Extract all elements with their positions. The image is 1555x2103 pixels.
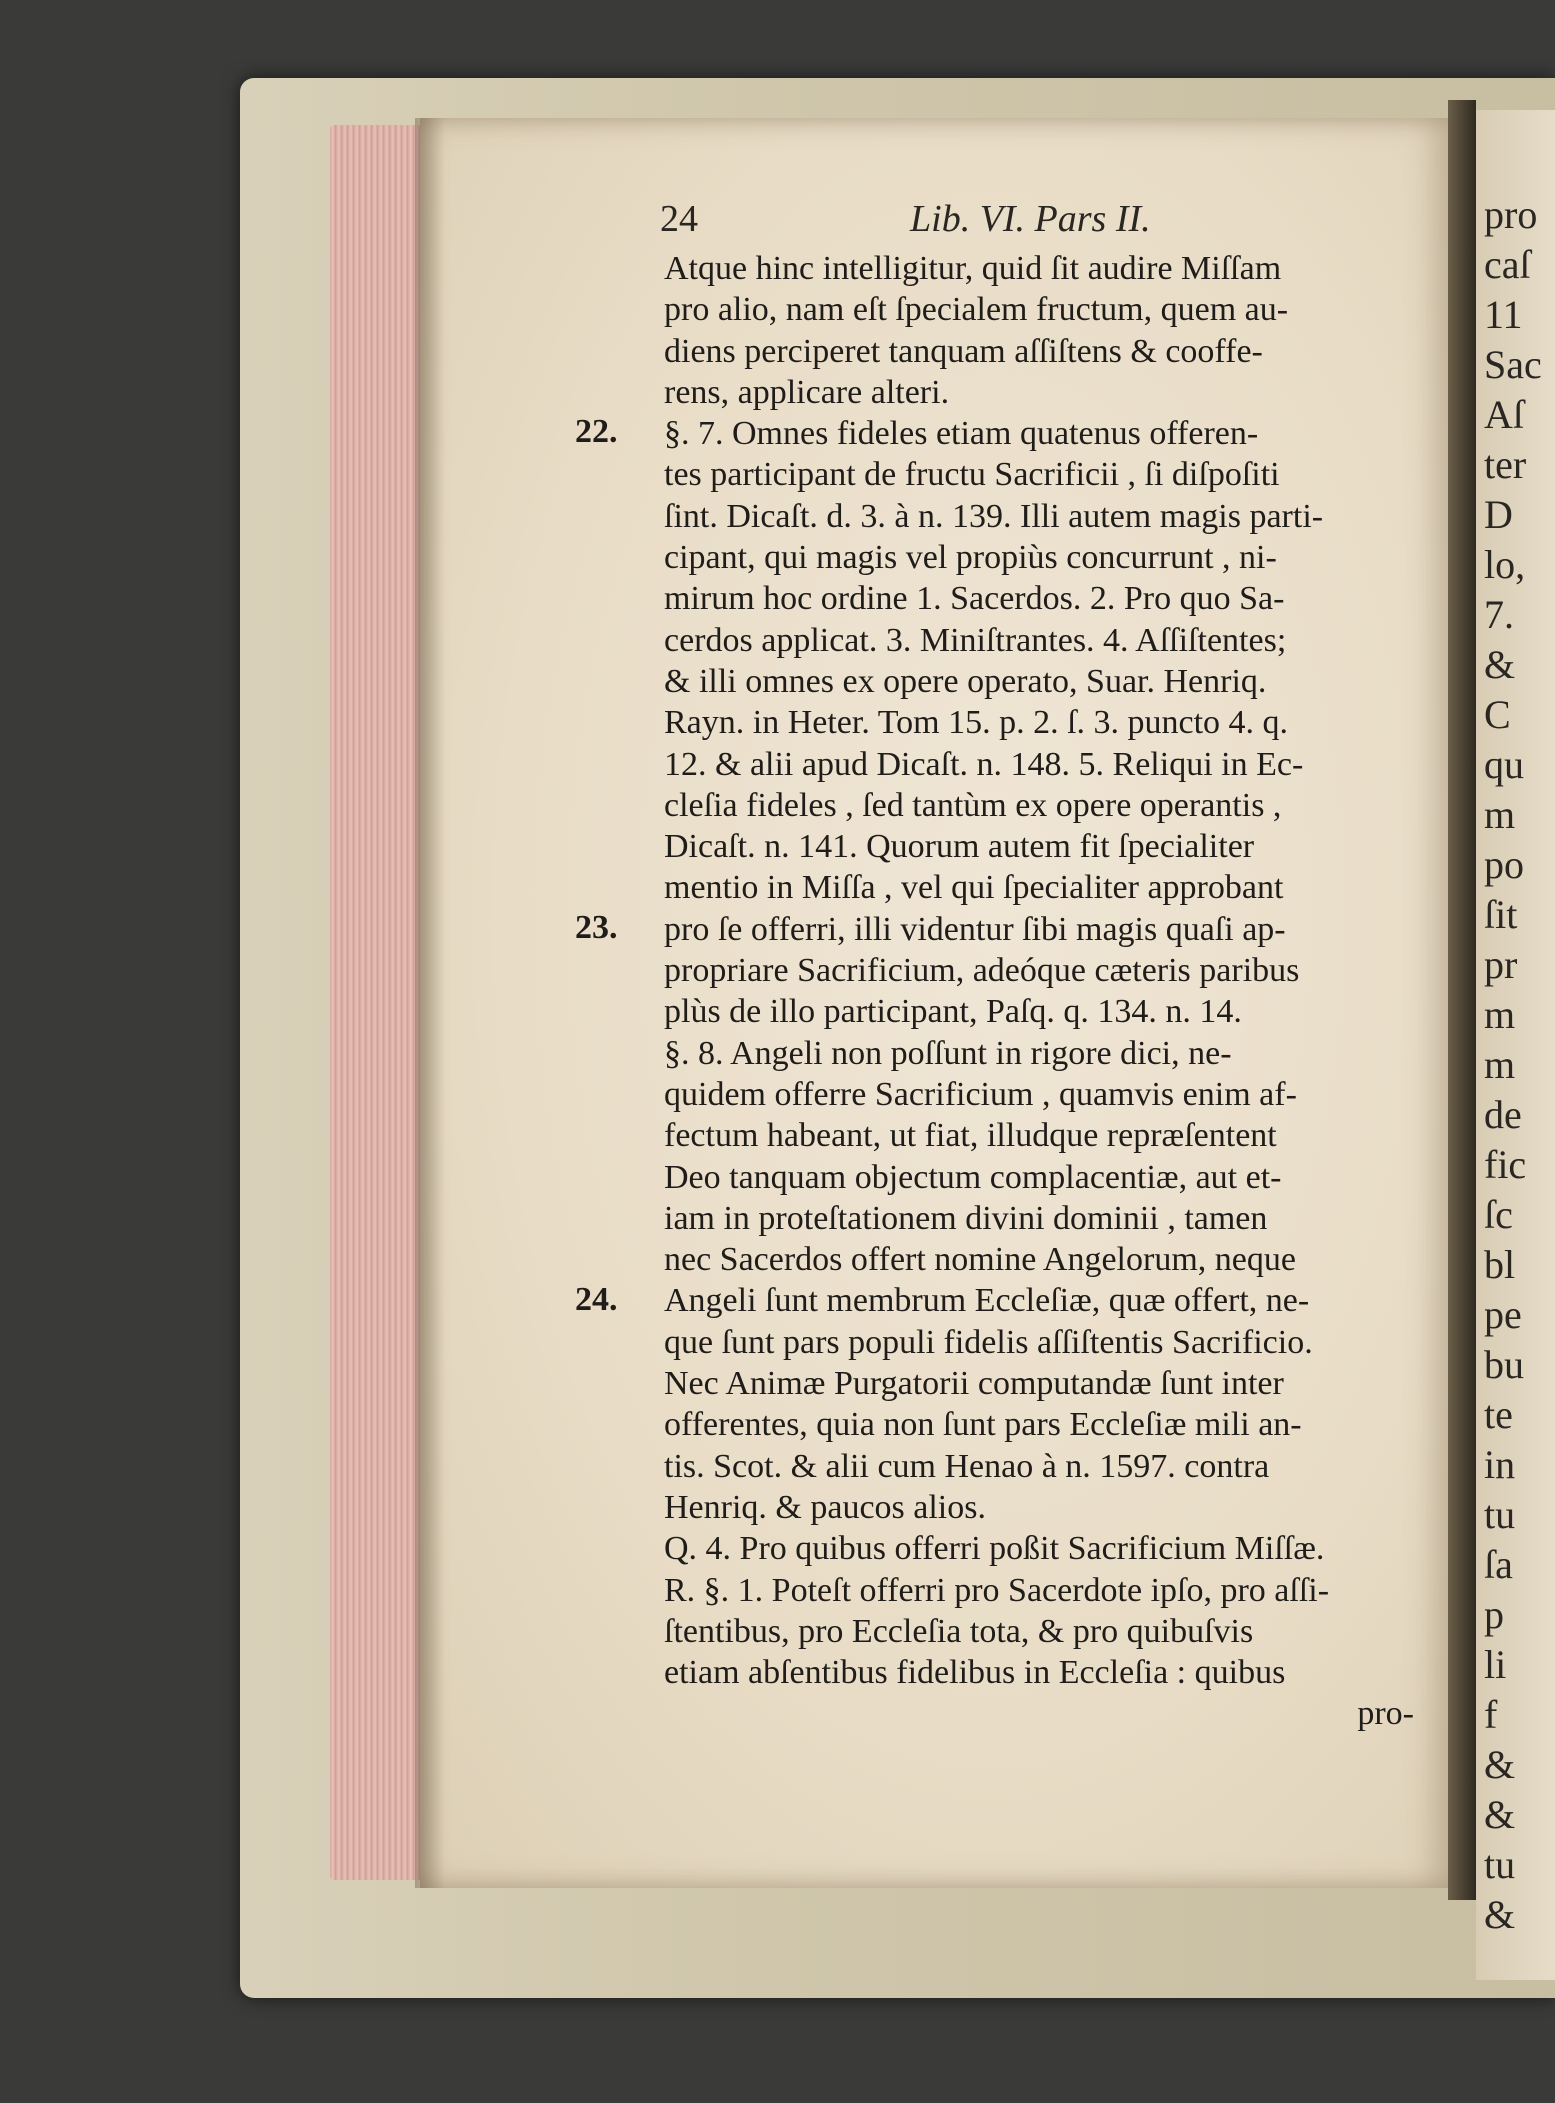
facing-page-text: li <box>1484 1642 1507 1687</box>
text-line: cleſia fideles , ſed tantùm ex opere operantis , <box>664 786 1282 824</box>
facing-page-text: & <box>1484 1742 1516 1787</box>
text-line: tes participant de fructu Sacrificii , ſi diſpoſiti <box>664 456 1280 494</box>
facing-page-text: ſit <box>1484 892 1518 937</box>
margin-paragraph-number: 24. <box>575 1280 618 1318</box>
text-line: mentio in Miſſa , vel qui ſpecialiter approbant <box>664 869 1284 907</box>
book-gutter <box>1448 100 1476 1900</box>
text-line: propriare Sacrificium, adeóque cæteris paribus <box>664 952 1300 990</box>
text-line: pro- <box>1357 1695 1414 1733</box>
facing-page-text: m <box>1484 792 1516 837</box>
running-title: Lib. VI. Pars II. <box>910 198 1151 240</box>
text-line: plùs de illo participant, Paſq. q. 134. n. 14. <box>664 993 1242 1031</box>
facing-page-text: & <box>1484 1792 1516 1837</box>
text-line: ſtentibus, pro Eccleſia tota, & pro quibuſvis <box>664 1612 1254 1650</box>
text-line: offerentes, quia non ſunt pars Eccleſiæ mili an- <box>664 1406 1302 1444</box>
text-line: Rayn. in Heter. Tom 15. p. 2. ſ. 3. puncto 4. q. <box>664 704 1289 742</box>
text-line: quidem offerre Sacrificium , quamvis enim af- <box>664 1075 1297 1113</box>
text-line: Deo tanquam objectum complacentiæ, aut et- <box>664 1158 1282 1196</box>
text-line: rens, applicare alteri. <box>664 373 950 411</box>
text-line: R. §. 1. Poteſt offerri pro Sacerdote ipſo, pro aſſi- <box>664 1571 1330 1609</box>
facing-page-text: po <box>1484 842 1524 887</box>
facing-page-text: caſ <box>1484 242 1531 287</box>
facing-page-text: ſc <box>1484 1192 1513 1237</box>
text-line: §. 7. Omnes fideles etiam quatenus offeren- <box>664 415 1259 453</box>
margin-paragraph-number: 22. <box>575 413 618 451</box>
text-line: 12. & alii apud Dicaſt. n. 148. 5. Reliqui in Ec- <box>664 745 1304 783</box>
facing-page-text: fic <box>1484 1142 1527 1187</box>
facing-page-text: tu <box>1484 1492 1516 1537</box>
facing-page-text: pr <box>1484 942 1518 987</box>
text-line: Dicaſt. n. 141. Quorum autem fit ſpecialiter <box>664 828 1255 866</box>
text-line: §. 8. Angeli non poſſunt in rigore dici, ne- <box>664 1034 1232 1072</box>
facing-page-text: pe <box>1484 1292 1522 1337</box>
facing-page-text: lo, <box>1484 542 1526 587</box>
facing-page-text: Sac <box>1484 342 1542 387</box>
facing-page-text: tu <box>1484 1842 1516 1887</box>
page-body-text <box>664 248 1414 1735</box>
text-line: ſint. Dicaſt. d. 3. à n. 139. Illi autem magis parti- <box>664 497 1324 535</box>
facing-page-text: & <box>1484 1892 1516 1937</box>
text-line: Angeli ſunt membrum Eccleſiæ, quæ offert, ne- <box>664 1282 1310 1320</box>
facing-page-text: D <box>1484 492 1513 537</box>
facing-page-text: te <box>1484 1392 1513 1437</box>
facing-page-text: ſa <box>1484 1542 1513 1587</box>
facing-page-text: & <box>1484 642 1516 687</box>
text-line: Atque hinc intelligitur, quid ſit audire Miſſam <box>664 250 1282 287</box>
facing-page-text: Aſ <box>1484 392 1524 437</box>
margin-paragraph-number: 23. <box>575 908 618 946</box>
facing-page-text: C <box>1484 692 1511 737</box>
text-line: que ſunt pars populi fidelis aſſiſtentis Sacrificio. <box>664 1323 1313 1361</box>
text-line: Q. 4. Pro quibus offerri poßit Sacrificium Miſſæ. <box>664 1530 1325 1568</box>
text-line: pro alio, nam eſt ſpecialem fructum, quem au- <box>664 291 1289 329</box>
facing-page-text: in <box>1484 1442 1516 1487</box>
text-line: iam in proteſtationem divini dominii , tamen <box>664 1199 1268 1237</box>
facing-page-fragment <box>1476 110 1555 1980</box>
facing-page-text: m <box>1484 1042 1516 1087</box>
facing-page-text: p <box>1484 1592 1504 1637</box>
binding-shadow <box>415 118 445 1888</box>
facing-page-text: 11 <box>1484 292 1523 337</box>
text-line: Henriq. & paucos alios. <box>664 1488 986 1526</box>
facing-page-text: 7. <box>1484 592 1514 637</box>
facing-page-text: de <box>1484 1092 1522 1137</box>
facing-page-text: pro <box>1484 192 1538 237</box>
text-line: cipant, qui magis vel propiùs concurrunt , ni- <box>664 539 1277 577</box>
facing-page-text: bl <box>1484 1242 1516 1287</box>
page-number: 24 <box>660 198 698 240</box>
text-line: mirum hoc ordine 1. Sacerdos. 2. Pro quo Sa- <box>664 580 1285 618</box>
text-line: Nec Animæ Purgatorii computandæ ſunt inter <box>664 1365 1284 1403</box>
facing-page-text: bu <box>1484 1342 1524 1387</box>
text-line: pro ſe offerri, illi videntur ſibi magis quaſi ap- <box>664 910 1286 948</box>
text-line: nec Sacerdos offert nomine Angelorum, neque <box>664 1241 1296 1279</box>
facing-page-text: f <box>1484 1692 1498 1737</box>
text-line: fectum habeant, ut fiat, illudque repræſentent <box>664 1117 1277 1155</box>
text-line: etiam abſentibus fidelibus in Eccleſia : quibus <box>664 1654 1286 1692</box>
facing-page-text: ter <box>1484 442 1527 487</box>
text-line: tis. Scot. & alii cum Henao à n. 1597. contra <box>664 1447 1270 1485</box>
facing-page-text: m <box>1484 992 1516 1037</box>
text-line: cerdos applicat. 3. Miniſtrantes. 4. Aſſiſtentes; <box>664 621 1287 659</box>
text-line: & illi omnes ex opere operato, Suar. Henriq. <box>664 662 1267 700</box>
facing-page-text: qu <box>1484 742 1524 787</box>
text-line: diens perciperet tanquam aſſiſtens & cooffe- <box>664 332 1263 370</box>
page-header <box>660 197 1220 247</box>
